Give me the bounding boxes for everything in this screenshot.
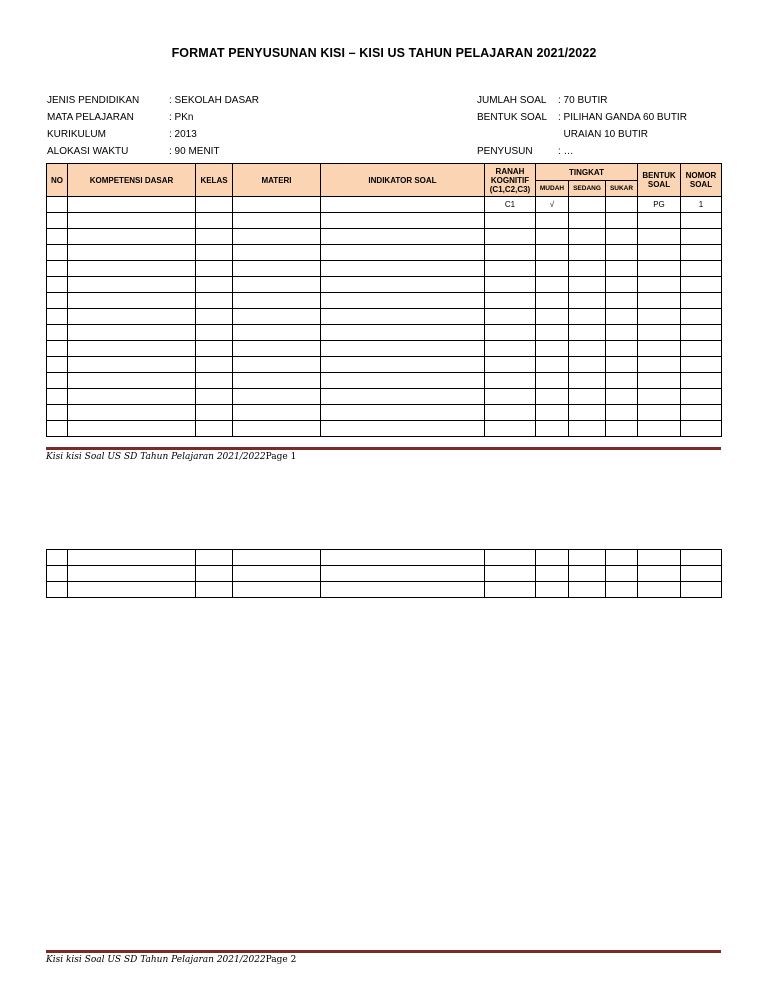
header-nomor-soal	[681, 164, 722, 197]
table-cell	[196, 245, 233, 261]
table-cell	[638, 405, 681, 421]
table-cell	[485, 566, 536, 582]
table-cell	[681, 566, 722, 582]
table-cell	[485, 373, 536, 389]
table-cell	[681, 341, 722, 357]
table-cell	[569, 197, 606, 213]
table-cell	[47, 582, 68, 598]
table-cell	[681, 405, 722, 421]
table-cell	[47, 245, 68, 261]
info-label: JENIS PENDIDIKAN	[47, 95, 140, 106]
table-cell	[536, 550, 569, 566]
table-cell	[536, 213, 569, 229]
info-row-alokasi-waktu	[47, 143, 259, 160]
table-cell	[485, 582, 536, 598]
table-cell	[681, 357, 722, 373]
table-cell	[233, 582, 321, 598]
table-cell	[638, 566, 681, 582]
table-cell	[606, 357, 638, 373]
table-row	[47, 277, 722, 293]
table-cell	[321, 357, 485, 373]
table-cell	[681, 261, 722, 277]
table-cell	[681, 389, 722, 405]
table-cell	[68, 261, 196, 277]
table-cell	[485, 550, 536, 566]
table-cell	[536, 566, 569, 582]
table-cell	[196, 582, 233, 598]
table-cell	[569, 325, 606, 341]
table-cell	[536, 309, 569, 325]
info-right-block	[477, 92, 687, 160]
table-cell	[485, 293, 536, 309]
table-cell	[321, 325, 485, 341]
table-cell	[196, 389, 233, 405]
table-cell	[606, 309, 638, 325]
table-cell	[638, 357, 681, 373]
table-cell	[321, 197, 485, 213]
table-cell	[196, 373, 233, 389]
info-value: : SEKOLAH DASAR	[169, 95, 260, 106]
table-row	[47, 245, 722, 261]
table-cell	[485, 261, 536, 277]
table-cell	[47, 341, 68, 357]
table-cell	[638, 373, 681, 389]
kisi-kisi-table-page2	[46, 549, 722, 598]
table-cell	[536, 389, 569, 405]
table-cell	[681, 421, 722, 437]
table-cell	[569, 293, 606, 309]
table-cell	[569, 582, 606, 598]
footer-text: Kisi kisi Soal US SD Tahun Pelajaran 2021/2022	[46, 955, 266, 965]
table-cell	[485, 421, 536, 437]
table-cell	[47, 405, 68, 421]
table-cell	[321, 341, 485, 357]
header-ranah-line3: (C1,C2,C3)	[489, 184, 531, 194]
table-cell	[606, 229, 638, 245]
header-materi: MATERI	[233, 164, 321, 197]
info-row-bentuk-soal	[477, 109, 687, 126]
table-cell	[321, 566, 485, 582]
table-cell	[536, 373, 569, 389]
table-cell	[47, 421, 68, 437]
table-cell	[321, 213, 485, 229]
table-cell	[196, 550, 233, 566]
table-cell	[681, 325, 722, 341]
table-cell	[638, 261, 681, 277]
table-cell	[233, 405, 321, 421]
table-cell	[233, 421, 321, 437]
table-cell	[68, 389, 196, 405]
table-cell	[68, 197, 196, 213]
table-cell	[196, 213, 233, 229]
table-cell	[638, 341, 681, 357]
table-row	[47, 405, 722, 421]
table-cell	[68, 341, 196, 357]
info-label: BENTUK SOAL	[477, 112, 548, 123]
table-cell	[569, 245, 606, 261]
header-sukar: SUKAR	[606, 181, 638, 197]
table-row	[47, 421, 722, 437]
footer-rule-page2	[46, 950, 721, 953]
table-row	[47, 582, 722, 598]
table-cell	[681, 277, 722, 293]
table-cell	[569, 566, 606, 582]
table-cell	[536, 357, 569, 373]
table-cell	[536, 245, 569, 261]
table-cell	[638, 277, 681, 293]
table-cell	[233, 229, 321, 245]
table-row	[47, 293, 722, 309]
table-cell	[47, 197, 68, 213]
info-value: : 2013	[169, 129, 197, 140]
table-cell	[606, 197, 638, 213]
info-row-kurikulum	[47, 126, 259, 143]
info-value: : 70 BUTIR	[558, 95, 608, 106]
table-cell	[606, 341, 638, 357]
table-cell	[321, 277, 485, 293]
table-cell	[681, 582, 722, 598]
table-cell	[569, 309, 606, 325]
table-cell	[47, 373, 68, 389]
table-cell	[321, 389, 485, 405]
table-cell	[485, 213, 536, 229]
header-sedang: SEDANG	[569, 181, 606, 197]
table-row	[47, 213, 722, 229]
table-cell	[536, 261, 569, 277]
table-row	[47, 389, 722, 405]
table-cell	[233, 197, 321, 213]
info-label: ALOKASI WAKTU	[47, 146, 129, 157]
info-label: MATA PELAJARAN	[47, 112, 134, 123]
table-cell	[638, 325, 681, 341]
info-row-penyusun	[477, 143, 687, 160]
table-cell	[68, 213, 196, 229]
table-cell	[233, 566, 321, 582]
table-cell	[321, 229, 485, 245]
table-cell	[638, 213, 681, 229]
table-cell: C1	[485, 197, 536, 213]
footer-text: Kisi kisi Soal US SD Tahun Pelajaran 2021/2022	[46, 452, 266, 462]
table-cell	[681, 309, 722, 325]
table-cell	[681, 229, 722, 245]
table-cell	[485, 405, 536, 421]
table-cell	[606, 550, 638, 566]
info-value: : …	[558, 146, 574, 157]
table-cell	[233, 389, 321, 405]
footer-rule-page1	[46, 447, 721, 450]
table-cell	[233, 309, 321, 325]
table-cell	[233, 341, 321, 357]
info-label: JUMLAH SOAL	[477, 95, 547, 106]
table-cell	[68, 373, 196, 389]
table-cell	[196, 277, 233, 293]
table-cell	[681, 373, 722, 389]
table-cell	[606, 277, 638, 293]
table-cell	[681, 550, 722, 566]
table-cell	[47, 566, 68, 582]
info-label	[477, 126, 558, 143]
table-cell	[233, 277, 321, 293]
info-row-jenis-pendidikan	[47, 92, 259, 109]
table-cell	[606, 373, 638, 389]
table-cell	[606, 389, 638, 405]
table-cell	[321, 261, 485, 277]
table-cell	[68, 357, 196, 373]
table-cell	[196, 405, 233, 421]
info-label: KURIKULUM	[47, 129, 106, 140]
table-cell	[536, 341, 569, 357]
table-cell	[485, 341, 536, 357]
table-cell	[321, 405, 485, 421]
table-cell	[606, 582, 638, 598]
table-cell	[233, 373, 321, 389]
table-row	[47, 309, 722, 325]
table-cell	[569, 261, 606, 277]
header-tingkat: TINGKAT	[536, 164, 638, 181]
table-cell	[638, 550, 681, 566]
table-cell	[68, 566, 196, 582]
header-ranah-line2: KOGNITIF	[490, 175, 530, 185]
table-cell	[68, 293, 196, 309]
table-row	[47, 325, 722, 341]
info-label: PENYUSUN	[477, 146, 533, 157]
table-cell	[47, 389, 68, 405]
table-cell	[606, 566, 638, 582]
table-cell	[47, 293, 68, 309]
header-mudah: MUDAH	[536, 181, 569, 197]
info-left-block	[47, 92, 259, 160]
table-cell	[638, 421, 681, 437]
table-cell	[606, 421, 638, 437]
table-cell	[196, 261, 233, 277]
table-cell	[47, 229, 68, 245]
table-cell	[485, 277, 536, 293]
header-ranah-kognitif	[485, 164, 536, 197]
table-cell	[569, 213, 606, 229]
table-row	[47, 550, 722, 566]
info-value: URAIAN 10 BUTIR	[558, 129, 649, 140]
table-cell	[196, 341, 233, 357]
table-cell	[47, 261, 68, 277]
table-cell	[321, 421, 485, 437]
table-cell	[569, 229, 606, 245]
table-cell	[536, 325, 569, 341]
table-cell	[68, 309, 196, 325]
table-cell: 1	[681, 197, 722, 213]
header-indikator-soal: INDIKATOR SOAL	[321, 164, 485, 197]
table-cell	[606, 293, 638, 309]
table-cell	[569, 389, 606, 405]
table-cell	[47, 550, 68, 566]
table-cell	[536, 277, 569, 293]
table-cell	[638, 293, 681, 309]
table-cell	[638, 309, 681, 325]
table-row	[47, 373, 722, 389]
table-cell	[485, 325, 536, 341]
table-cell	[47, 357, 68, 373]
table-cell	[485, 245, 536, 261]
table-row	[47, 566, 722, 582]
table-cell	[321, 582, 485, 598]
info-row-mata-pelajaran	[47, 109, 259, 126]
table-cell	[233, 325, 321, 341]
table-cell	[569, 405, 606, 421]
table-cell	[606, 261, 638, 277]
table-cell: PG	[638, 197, 681, 213]
table-cell	[606, 405, 638, 421]
table-cell	[569, 341, 606, 357]
info-value: : PILIHAN GANDA 60 BUTIR	[558, 112, 687, 123]
table-cell: √	[536, 197, 569, 213]
header-nomor-line1: NOMOR	[685, 171, 717, 180]
page-number: Page 1	[265, 452, 297, 462]
table-cell	[68, 421, 196, 437]
table-cell	[68, 229, 196, 245]
table-cell	[47, 213, 68, 229]
table-cell	[681, 293, 722, 309]
table-cell	[196, 421, 233, 437]
table-row	[47, 229, 722, 245]
info-row-uraian	[477, 126, 687, 143]
table-cell	[681, 245, 722, 261]
table-row	[47, 261, 722, 277]
table-cell	[638, 229, 681, 245]
table-cell	[233, 213, 321, 229]
table-cell	[68, 245, 196, 261]
header-nomor-line2: SOAL	[689, 180, 713, 189]
table-cell	[196, 566, 233, 582]
page-number: Page 2	[265, 955, 297, 965]
table-cell	[233, 357, 321, 373]
table-cell	[68, 405, 196, 421]
table-cell	[606, 325, 638, 341]
table-cell	[196, 293, 233, 309]
table-cell	[47, 325, 68, 341]
table-cell	[485, 309, 536, 325]
table-cell	[569, 357, 606, 373]
table-cell	[321, 373, 485, 389]
table-cell	[485, 357, 536, 373]
table-cell	[638, 245, 681, 261]
table-cell	[321, 309, 485, 325]
table-cell	[606, 245, 638, 261]
table-cell	[681, 213, 722, 229]
table-cell	[569, 373, 606, 389]
header-kompetensi-dasar: KOMPETENSI DASAR	[68, 164, 196, 197]
header-bentuk-line2: SOAL	[647, 180, 671, 189]
table-cell	[536, 421, 569, 437]
table-cell	[536, 293, 569, 309]
table-cell	[569, 277, 606, 293]
table-row	[47, 341, 722, 357]
table-cell	[638, 582, 681, 598]
header-bentuk-line1: BENTUK	[642, 171, 676, 180]
table-cell	[569, 550, 606, 566]
table-cell	[536, 229, 569, 245]
table-cell	[485, 389, 536, 405]
table-cell	[606, 213, 638, 229]
table-cell	[233, 550, 321, 566]
table-cell	[569, 421, 606, 437]
footer-page2	[46, 955, 296, 965]
header-bentuk-soal	[638, 164, 681, 197]
table-cell	[68, 277, 196, 293]
table-cell	[68, 325, 196, 341]
info-value: : PKn	[169, 112, 194, 123]
table-cell	[47, 277, 68, 293]
table-cell	[196, 325, 233, 341]
table-cell	[196, 309, 233, 325]
table-cell	[233, 261, 321, 277]
table-cell	[321, 245, 485, 261]
table-cell	[536, 405, 569, 421]
kisi-kisi-table-page1	[46, 163, 722, 437]
info-value: : 90 MENIT	[169, 146, 220, 157]
header-no: NO	[47, 164, 68, 197]
table-cell	[321, 293, 485, 309]
table-row	[47, 357, 722, 373]
table-cell	[196, 197, 233, 213]
header-kelas: KELAS	[196, 164, 233, 197]
table-cell	[196, 357, 233, 373]
table-cell	[536, 582, 569, 598]
footer-page1	[46, 452, 296, 462]
info-row-jumlah-soal	[477, 92, 687, 109]
table-cell	[196, 229, 233, 245]
table-cell	[321, 550, 485, 566]
table-cell	[233, 245, 321, 261]
table-cell	[68, 582, 196, 598]
table-cell	[233, 293, 321, 309]
header-ranah-line1: RANAH	[495, 166, 525, 176]
table-cell	[638, 389, 681, 405]
table-cell	[485, 229, 536, 245]
table-row	[47, 197, 722, 213]
document-title: FORMAT PENYUSUNAN KISI – KISI US TAHUN PELAJARAN 2021/2022	[171, 46, 597, 60]
table-cell	[47, 309, 68, 325]
table-cell	[68, 550, 196, 566]
